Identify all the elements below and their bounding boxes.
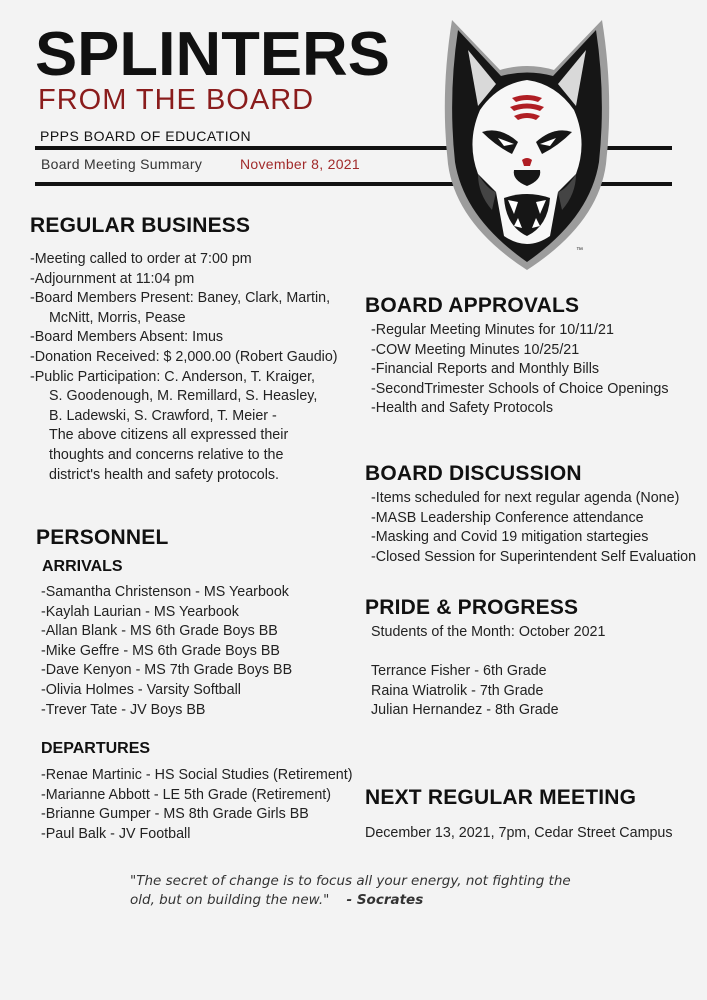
list-item: -Board Members Present: Baney, Clark, Martin, (30, 290, 331, 307)
regular-business-heading: REGULAR BUSINESS (30, 214, 251, 237)
list-item: -Paul Balk - JV Football (41, 825, 191, 842)
quote-line-1: "The secret of change is to focus all your energy, not fighting the (130, 873, 571, 889)
list-item: -Marianne Abbott - LE 5th Grade (Retirement) (41, 786, 332, 803)
list-item: -MASB Leadership Conference attendance (371, 509, 644, 526)
meeting-date: November 8, 2021 (240, 156, 360, 172)
list-item: -Meeting called to order at 7:00 pm (30, 251, 252, 267)
trademark-mark: ™ (576, 247, 583, 254)
list-item: -Mike Geffre - MS 6th Grade Boys BB (41, 642, 280, 659)
list-item: -Samantha Christenson - MS Yearbook (41, 584, 289, 600)
board-approvals-list (371, 321, 668, 419)
quote-line-2: old, but on building the new." (130, 892, 330, 908)
board-approvals-heading: BOARD APPROVALS (365, 294, 580, 317)
pride-progress-heading: PRIDE & PROGRESS (365, 596, 579, 619)
list-item: -Closed Session for Superintendent Self Evaluation (371, 548, 697, 565)
list-item: -Board Members Absent: Imus (30, 329, 224, 346)
list-item: -Masking and Covid 19 mitigation startegies (371, 529, 649, 546)
list-item: McNitt, Morris, Pease (49, 309, 186, 326)
next-meeting-heading: NEXT REGULAR MEETING (365, 786, 637, 809)
list-item: -Regular Meeting Minutes for 10/11/21 (371, 322, 614, 338)
list-item: -Kaylah Laurian - MS Yearbook (41, 603, 239, 620)
list-item: -Dave Kenyon - MS 7th Grade Boys BB (41, 662, 293, 679)
list-item: S. Goodenough, M. Remillard, S. Heasley, (49, 388, 318, 405)
departures-list (41, 766, 352, 844)
list-item: Raina Wiatrolik - 7th Grade (371, 682, 544, 699)
list-item: -Trever Tate - JV Boys BB (41, 701, 206, 718)
students-list (371, 662, 605, 721)
quote-author: - Socrates (346, 892, 424, 908)
list-item: -Financial Reports and Monthly Bills (371, 361, 600, 378)
departures-heading: DEPARTURES (41, 740, 151, 757)
list-item: The above citizens all expressed their (49, 427, 289, 444)
quote (130, 872, 570, 910)
arrivals-heading: ARRIVALS (42, 558, 123, 575)
list-item: B. Ladewski, S. Crawford, T. Meier - (49, 407, 277, 424)
list-item: -Donation Received: $ 2,000.00 (Robert Gaudio) (30, 348, 338, 365)
list-item: -COW Meeting Minutes 10/25/21 (371, 341, 580, 358)
pride-progress-content (371, 623, 605, 721)
regular-business-list (30, 250, 350, 485)
organization-name: PPPS BOARD OF EDUCATION (40, 128, 252, 144)
list-item: -Olivia Holmes - Varsity Softball (41, 681, 241, 698)
list-item: -Items scheduled for next regular agenda (None) (371, 490, 680, 506)
list-item: -Public Participation: C. Anderson, T. Kraiger, (30, 368, 316, 385)
board-discussion-list (371, 489, 696, 567)
newsletter-title: SPLINTERS (35, 20, 390, 89)
list-item: thoughts and concerns relative to the (49, 446, 284, 463)
list-item: -Renae Martinic - HS Social Studies (Retirement) (41, 767, 353, 783)
next-meeting-details: December 13, 2021, 7pm, Cedar Street Campus (365, 825, 673, 841)
list-item: -Allan Blank - MS 6th Grade Boys BB (41, 623, 278, 640)
wolf-head-logo (438, 14, 616, 274)
list-item: Terrance Fisher - 6th Grade (371, 663, 547, 680)
list-item: -Brianne Gumper - MS 8th Grade Girls BB (41, 806, 309, 823)
spacer (371, 643, 605, 663)
list-item: district's health and safety protocols. (49, 466, 280, 483)
list-item: Julian Hernandez - 8th Grade (371, 702, 559, 719)
board-discussion-heading: BOARD DISCUSSION (365, 462, 582, 485)
newsletter-subtitle: FROM THE BOARD (38, 84, 315, 116)
list-item: -SecondTrimester Schools of Choice Openings (371, 380, 669, 397)
list-item: -Adjournment at 11:04 pm (30, 270, 195, 287)
students-of-month-intro: Students of the Month: October 2021 (371, 624, 606, 640)
arrivals-list (41, 583, 292, 720)
summary-label: Board Meeting Summary (41, 156, 203, 172)
list-item: -Health and Safety Protocols (371, 400, 553, 417)
personnel-heading: PERSONNEL (36, 526, 169, 549)
